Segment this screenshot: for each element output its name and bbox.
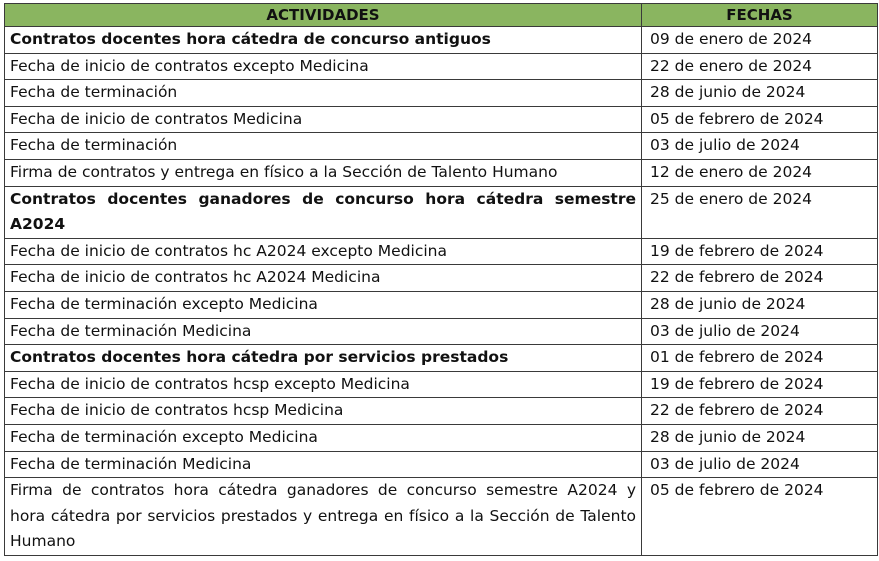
table-row	[5, 291, 878, 318]
activity-cell: Fecha de inicio de contratos hcsp excepto Medicina	[5, 371, 642, 398]
table-row	[5, 53, 878, 80]
date-cell: 25 de enero de 2024	[642, 186, 878, 238]
table-row	[5, 318, 878, 345]
table-row	[5, 371, 878, 398]
date-cell: 22 de enero de 2024	[642, 53, 878, 80]
schedule-table	[4, 3, 878, 556]
activity-cell: Fecha de inicio de contratos hcsp Medicina	[5, 398, 642, 425]
activity-cell: Firma de contratos hora cátedra ganadores de concurso semestre A2024 y hora cátedra por servicios prestados y entrega en físico a la Sección de Talento Humano	[5, 478, 642, 556]
date-cell: 03 de julio de 2024	[642, 133, 878, 160]
activity-cell: Fecha de inicio de contratos Medicina	[5, 106, 642, 133]
table-row	[5, 80, 878, 107]
activity-cell: Fecha de terminación	[5, 133, 642, 160]
date-cell: 28 de junio de 2024	[642, 424, 878, 451]
date-cell: 01 de febrero de 2024	[642, 345, 878, 372]
table-row	[5, 106, 878, 133]
date-cell: 19 de febrero de 2024	[642, 371, 878, 398]
activity-cell: Fecha de terminación excepto Medicina	[5, 291, 642, 318]
date-cell: 22 de febrero de 2024	[642, 265, 878, 292]
activity-cell: Fecha de terminación Medicina	[5, 318, 642, 345]
schedule-document	[4, 3, 877, 556]
date-cell: 28 de junio de 2024	[642, 80, 878, 107]
table-row	[5, 238, 878, 265]
activity-cell: Contratos docentes ganadores de concurso hora cátedra semestre A2024	[5, 186, 642, 238]
table-row	[5, 27, 878, 54]
header-row	[5, 4, 878, 27]
table-row	[5, 424, 878, 451]
table-row	[5, 345, 878, 372]
table-row	[5, 133, 878, 160]
activity-cell: Firma de contratos y entrega en físico a la Sección de Talento Humano	[5, 159, 642, 186]
date-cell: 19 de febrero de 2024	[642, 238, 878, 265]
table-row	[5, 186, 878, 238]
table-row	[5, 265, 878, 292]
activity-cell: Fecha de inicio de contratos excepto Medicina	[5, 53, 642, 80]
table-row	[5, 398, 878, 425]
activity-cell: Contratos docentes hora cátedra de concurso antiguos	[5, 27, 642, 54]
table-row	[5, 159, 878, 186]
activity-cell: Fecha de terminación	[5, 80, 642, 107]
activity-cell: Fecha de inicio de contratos hc A2024 Medicina	[5, 265, 642, 292]
date-cell: 28 de junio de 2024	[642, 291, 878, 318]
date-cell: 22 de febrero de 2024	[642, 398, 878, 425]
activity-cell: Fecha de terminación Medicina	[5, 451, 642, 478]
table-row	[5, 451, 878, 478]
header-dates: FECHAS	[642, 4, 878, 27]
activity-cell: Contratos docentes hora cátedra por servicios prestados	[5, 345, 642, 372]
date-cell: 12 de enero de 2024	[642, 159, 878, 186]
date-cell: 03 de julio de 2024	[642, 318, 878, 345]
date-cell: 09 de enero de 2024	[642, 27, 878, 54]
table-row	[5, 478, 878, 556]
date-cell: 05 de febrero de 2024	[642, 478, 878, 556]
date-cell: 03 de julio de 2024	[642, 451, 878, 478]
header-activities: ACTIVIDADES	[5, 4, 642, 27]
activity-cell: Fecha de terminación excepto Medicina	[5, 424, 642, 451]
date-cell: 05 de febrero de 2024	[642, 106, 878, 133]
activity-cell: Fecha de inicio de contratos hc A2024 excepto Medicina	[5, 238, 642, 265]
